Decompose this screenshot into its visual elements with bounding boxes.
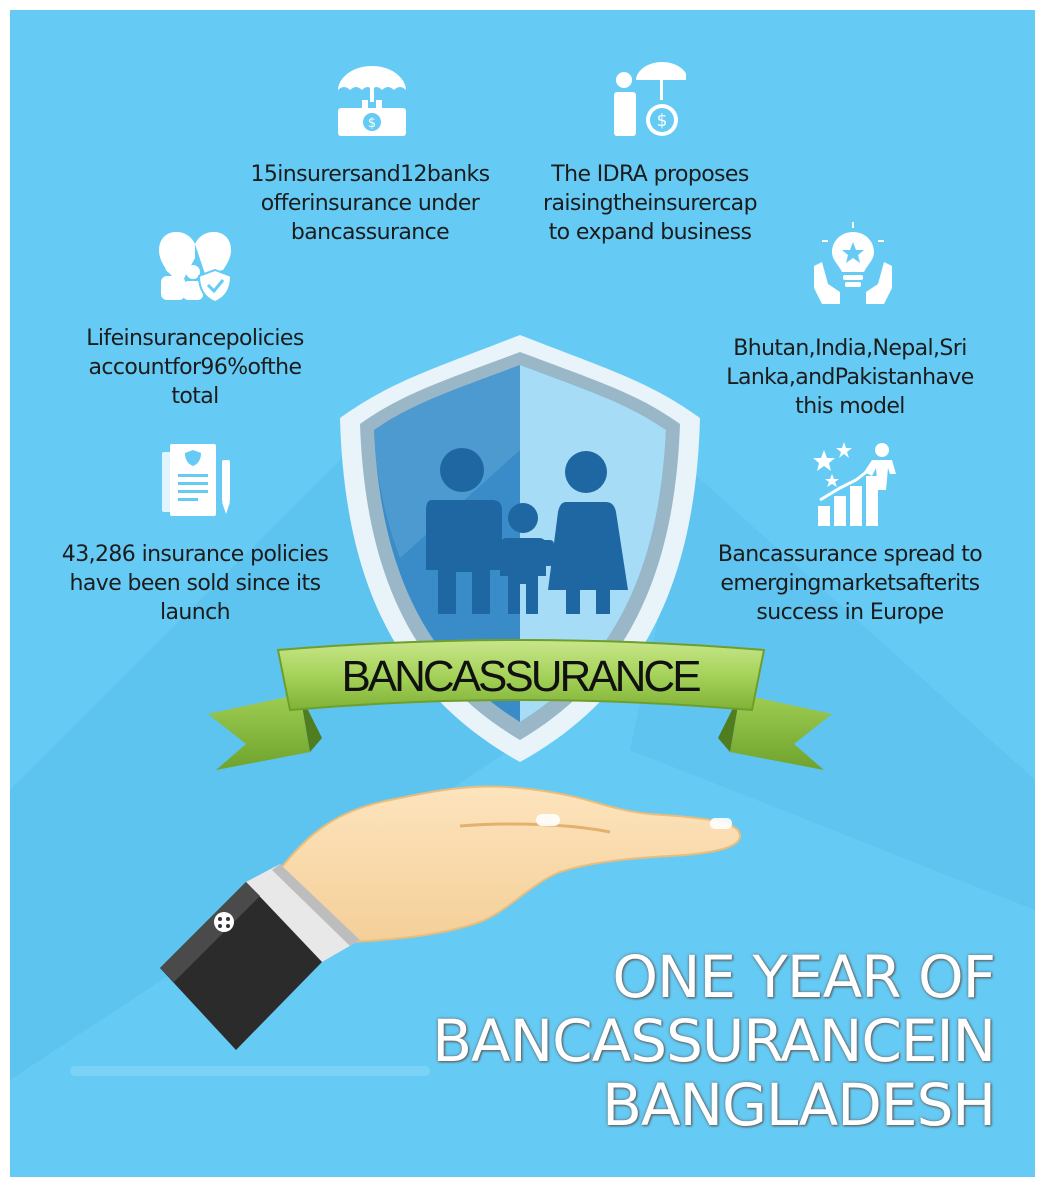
hands-lightbulb-star-icon: [810, 222, 896, 308]
headline-line: ONE YEAR OF: [612, 943, 995, 1011]
fact-line: 43,286 insurance policies: [61, 542, 329, 567]
fact-line: Lifeinsurancepolicies: [86, 326, 304, 351]
headline-line: BANGLADESH: [602, 1071, 995, 1139]
person-umbrella-dollar-icon: [606, 60, 686, 144]
fact-line: this model: [795, 394, 905, 419]
fact-line: bancassurance: [290, 220, 450, 245]
fact-policies-sold: [30, 540, 360, 627]
fact-idra-proposal: [520, 160, 780, 247]
fact-line: The IDRA proposes: [551, 162, 749, 187]
fact-line: to expand business: [548, 220, 752, 245]
fact-countries: [710, 334, 990, 421]
svg-text:$: $: [656, 111, 668, 131]
headline-line: BANCASSURANCEIN: [432, 1007, 995, 1075]
fact-line: 15insurersand12banks: [250, 162, 490, 187]
infographic: [10, 10, 1035, 1177]
fact-line: emergingmarketsafterits: [720, 571, 980, 596]
growth-chart-stars-icon: [810, 440, 900, 530]
fact-insurers-banks: [240, 160, 500, 247]
document-pen-icon: [156, 442, 236, 526]
fact-line: success in Europe: [756, 600, 944, 625]
glow-line: [70, 1066, 430, 1076]
fact-spread: [690, 540, 1010, 627]
family-heart-shield-icon: [153, 224, 237, 304]
fact-line: Bhutan,India,Nepal,Sri: [733, 336, 967, 361]
fact-line: raisingtheinsurercap: [543, 191, 757, 216]
fact-line: Bancassurance spread to: [717, 542, 983, 567]
fact-line: launch: [160, 600, 230, 625]
fact-line: Lanka,andPakistanhave: [726, 365, 974, 390]
svg-text:$: $: [367, 116, 377, 131]
fact-line: have been sold since its: [69, 571, 321, 596]
umbrella-money-icon: [332, 62, 412, 142]
fact-line: total: [171, 384, 219, 409]
fact-line: offerinsurance under: [260, 191, 480, 216]
headline: [432, 945, 995, 1137]
ribbon-label: BANCASSURANCE: [341, 652, 699, 701]
fact-life-policies: [55, 324, 335, 411]
fact-line: accountfor96%ofthe: [88, 355, 302, 380]
